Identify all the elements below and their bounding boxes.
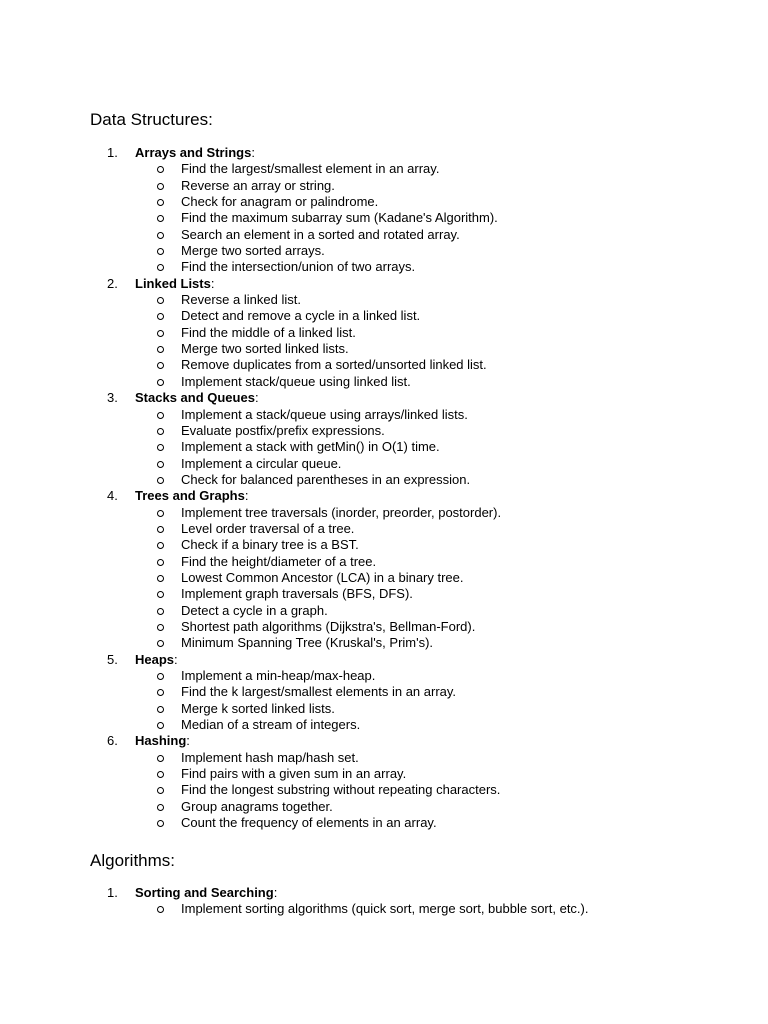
subtopic-item xyxy=(0,357,768,373)
topic-colon: : xyxy=(174,651,178,667)
subtopic-text: Find the height/diameter of a tree. xyxy=(181,553,377,569)
subtopic-list xyxy=(0,901,768,917)
subtopic-text: Implement a stack with getMin() in O(1) time. xyxy=(181,439,440,455)
subtopic-text: Check if a binary tree is a BST. xyxy=(181,537,359,553)
subtopic-item xyxy=(0,668,768,684)
hollow-circle-bullet-icon xyxy=(157,689,164,696)
subtopic-item xyxy=(0,799,768,815)
topic-heading-line xyxy=(0,145,768,161)
topic-title-wrap xyxy=(135,885,277,901)
subtopic-item xyxy=(0,325,768,341)
topic-colon: : xyxy=(186,733,190,749)
hollow-circle-bullet-icon xyxy=(157,526,164,533)
subtopic-item xyxy=(0,292,768,308)
subtopic-item xyxy=(0,210,768,226)
topic-item xyxy=(0,488,768,651)
subtopic-item xyxy=(0,521,768,537)
topic-title: Hashing xyxy=(135,733,187,749)
topic-title: Linked Lists xyxy=(135,275,211,291)
subtopic-item xyxy=(0,374,768,390)
subtopic-item xyxy=(0,635,768,651)
topic-number: 6. xyxy=(107,733,118,749)
subtopic-item xyxy=(0,456,768,472)
subtopic-text: Implement a min-heap/max-heap. xyxy=(181,668,376,683)
subtopic-text: Detect a cycle in a graph. xyxy=(181,602,328,618)
subtopic-text: Level order traversal of a tree. xyxy=(181,520,355,536)
topic-heading-line xyxy=(0,733,768,749)
topic-heading-line xyxy=(0,652,768,668)
subtopic-list xyxy=(0,292,768,390)
subtopic-item xyxy=(0,750,768,766)
hollow-circle-bullet-icon xyxy=(157,248,164,255)
subtopic-text: Find pairs with a given sum in an array. xyxy=(181,766,407,782)
hollow-circle-bullet-icon xyxy=(157,264,164,271)
subtopic-list xyxy=(0,407,768,489)
topic-title: Trees and Graphs xyxy=(135,488,245,504)
subtopic-item xyxy=(0,308,768,324)
topic-title-wrap xyxy=(135,733,190,749)
subtopic-text: Implement stack/queue using linked list. xyxy=(181,373,411,389)
hollow-circle-bullet-icon xyxy=(157,313,164,320)
subtopic-text: Evaluate postfix/prefix expressions. xyxy=(181,422,385,438)
subtopic-item xyxy=(0,227,768,243)
subtopic-item xyxy=(0,619,768,635)
hollow-circle-bullet-icon xyxy=(157,428,164,435)
topic-title-wrap xyxy=(135,652,178,668)
hollow-circle-bullet-icon xyxy=(157,673,164,680)
topic-item xyxy=(0,276,768,390)
hollow-circle-bullet-icon xyxy=(157,444,164,451)
subtopic-item xyxy=(0,782,768,798)
subtopic-item xyxy=(0,407,768,423)
subtopic-list xyxy=(0,505,768,652)
subtopic-item xyxy=(0,570,768,586)
topic-heading-line xyxy=(0,885,768,901)
subtopic-text: Find the middle of a linked list. xyxy=(181,324,356,340)
subtopic-item xyxy=(0,537,768,553)
hollow-circle-bullet-icon xyxy=(157,330,164,337)
subtopic-text: Check for anagram or palindrome. xyxy=(181,194,379,210)
subtopic-text: Find the largest/smallest element in an array. xyxy=(181,161,440,177)
subtopic-item xyxy=(0,586,768,602)
subtopic-item xyxy=(0,603,768,619)
subtopic-text: Median of a stream of integers. xyxy=(181,717,361,733)
topic-colon: : xyxy=(251,145,255,160)
topic-colon: : xyxy=(210,275,215,291)
hollow-circle-bullet-icon xyxy=(157,640,164,647)
subtopic-item xyxy=(0,161,768,177)
hollow-circle-bullet-icon xyxy=(157,804,164,811)
subtopic-text: Reverse an array or string. xyxy=(181,177,335,193)
hollow-circle-bullet-icon xyxy=(157,183,164,190)
subtopic-text: Find the longest substring without repeating characters. xyxy=(181,782,501,798)
subtopic-text: Count the frequency of elements in an array. xyxy=(181,815,437,831)
section-heading-algorithms: Algorithms: xyxy=(90,851,176,870)
hollow-circle-bullet-icon xyxy=(157,215,164,222)
subtopic-item xyxy=(0,684,768,700)
hollow-circle-bullet-icon xyxy=(157,297,164,304)
subtopic-text: Find the intersection/union of two arrays. xyxy=(181,259,416,275)
subtopic-item xyxy=(0,178,768,194)
topic-number: 3. xyxy=(107,390,118,406)
subtopic-item xyxy=(0,901,768,917)
subtopic-text: Lowest Common Ancestor (LCA) in a binary tree. xyxy=(181,569,464,585)
hollow-circle-bullet-icon xyxy=(157,510,164,517)
topic-number: 2. xyxy=(107,275,118,291)
subtopic-item xyxy=(0,815,768,831)
subtopic-text: Find the maximum subarray sum (Kadane's Algorithm). xyxy=(181,210,498,226)
topic-heading-line xyxy=(0,390,768,406)
subtopic-text: Implement a stack/queue using arrays/linked lists. xyxy=(181,406,468,422)
topic-item xyxy=(0,652,768,734)
subtopic-item xyxy=(0,194,768,210)
topic-number: 1. xyxy=(107,885,118,900)
subtopic-item xyxy=(0,701,768,717)
topic-colon: : xyxy=(273,885,278,900)
subtopic-text: Reverse a linked list. xyxy=(181,292,301,308)
subtopic-item xyxy=(0,259,768,275)
subtopic-text: Implement sorting algorithms (quick sort, merge sort, bubble sort, etc.). xyxy=(181,901,589,917)
subtopic-item xyxy=(0,505,768,521)
hollow-circle-bullet-icon xyxy=(157,346,164,353)
hollow-circle-bullet-icon xyxy=(157,575,164,582)
subtopic-text: Group anagrams together. xyxy=(181,798,333,814)
subtopic-item xyxy=(0,472,768,488)
subtopic-text: Implement hash map/hash set. xyxy=(181,749,359,765)
hollow-circle-bullet-icon xyxy=(157,461,164,468)
subtopic-text: Search an element in a sorted and rotated array. xyxy=(181,226,460,242)
subtopic-text: Shortest path algorithms (Dijkstra's, Bellman-Ford). xyxy=(181,618,476,634)
hollow-circle-bullet-icon xyxy=(157,706,164,713)
hollow-circle-bullet-icon xyxy=(157,820,164,827)
subtopic-text: Merge two sorted arrays. xyxy=(181,243,325,259)
subtopic-item xyxy=(0,766,768,782)
hollow-circle-bullet-icon xyxy=(157,787,164,794)
hollow-circle-bullet-icon xyxy=(157,624,164,631)
hollow-circle-bullet-icon xyxy=(157,559,164,566)
hollow-circle-bullet-icon xyxy=(157,906,164,913)
hollow-circle-bullet-icon xyxy=(157,542,164,549)
subtopic-list xyxy=(0,161,768,275)
topic-title: Sorting and Searching xyxy=(135,885,274,900)
hollow-circle-bullet-icon xyxy=(157,362,164,369)
subtopic-item xyxy=(0,423,768,439)
hollow-circle-bullet-icon xyxy=(157,379,164,386)
topic-number: 5. xyxy=(107,651,118,667)
hollow-circle-bullet-icon xyxy=(157,722,164,729)
topic-title-wrap xyxy=(135,276,214,292)
subtopic-text: Implement a circular queue. xyxy=(181,455,342,471)
hollow-circle-bullet-icon xyxy=(157,199,164,206)
hollow-circle-bullet-icon xyxy=(157,232,164,239)
hollow-circle-bullet-icon xyxy=(157,755,164,762)
topic-title: Arrays and Strings xyxy=(135,145,252,160)
subtopic-text: Merge two sorted linked lists. xyxy=(181,341,349,357)
topic-colon: : xyxy=(244,488,249,504)
topic-number: 1. xyxy=(107,145,118,160)
topic-list-data-structures xyxy=(0,145,768,831)
topic-title: Heaps xyxy=(135,651,175,667)
topic-list-algorithms xyxy=(0,885,768,918)
subtopic-item xyxy=(0,439,768,455)
topic-item xyxy=(0,733,768,831)
subtopic-text: Implement tree traversals (inorder, preorder, postorder). xyxy=(181,504,502,520)
topic-title-wrap xyxy=(135,145,255,161)
subtopic-text: Merge k sorted linked lists. xyxy=(181,700,335,716)
hollow-circle-bullet-icon xyxy=(157,608,164,615)
subtopic-item xyxy=(0,717,768,733)
subtopic-item xyxy=(0,341,768,357)
topic-heading-line xyxy=(0,276,768,292)
subtopic-list xyxy=(0,750,768,832)
hollow-circle-bullet-icon xyxy=(157,591,164,598)
topic-title-wrap xyxy=(135,488,248,504)
subtopic-text: Remove duplicates from a sorted/unsorted linked list. xyxy=(181,357,487,373)
topic-colon: : xyxy=(254,390,259,406)
section-heading-data-structures: Data Structures: xyxy=(90,110,213,129)
hollow-circle-bullet-icon xyxy=(157,477,164,484)
subtopic-item xyxy=(0,554,768,570)
subtopic-text: Minimum Spanning Tree (Kruskal's, Prim's). xyxy=(181,635,434,651)
subtopic-text: Detect and remove a cycle in a linked list. xyxy=(181,308,421,324)
hollow-circle-bullet-icon xyxy=(157,771,164,778)
subtopic-text: Check for balanced parentheses in an expression. xyxy=(181,471,471,487)
topic-title-wrap xyxy=(135,390,259,406)
hollow-circle-bullet-icon xyxy=(157,166,164,173)
topic-heading-line xyxy=(0,488,768,504)
topic-title: Stacks and Queues xyxy=(135,390,255,406)
subtopic-item xyxy=(0,243,768,259)
subtopic-text: Implement graph traversals (BFS, DFS). xyxy=(181,586,413,602)
subtopic-text: Find the k largest/smallest elements in an array. xyxy=(181,684,457,700)
topic-number: 4. xyxy=(107,488,118,504)
topic-item xyxy=(0,885,768,918)
subtopic-list xyxy=(0,668,768,733)
topic-item xyxy=(0,390,768,488)
topic-item xyxy=(0,145,768,276)
hollow-circle-bullet-icon xyxy=(157,412,164,419)
